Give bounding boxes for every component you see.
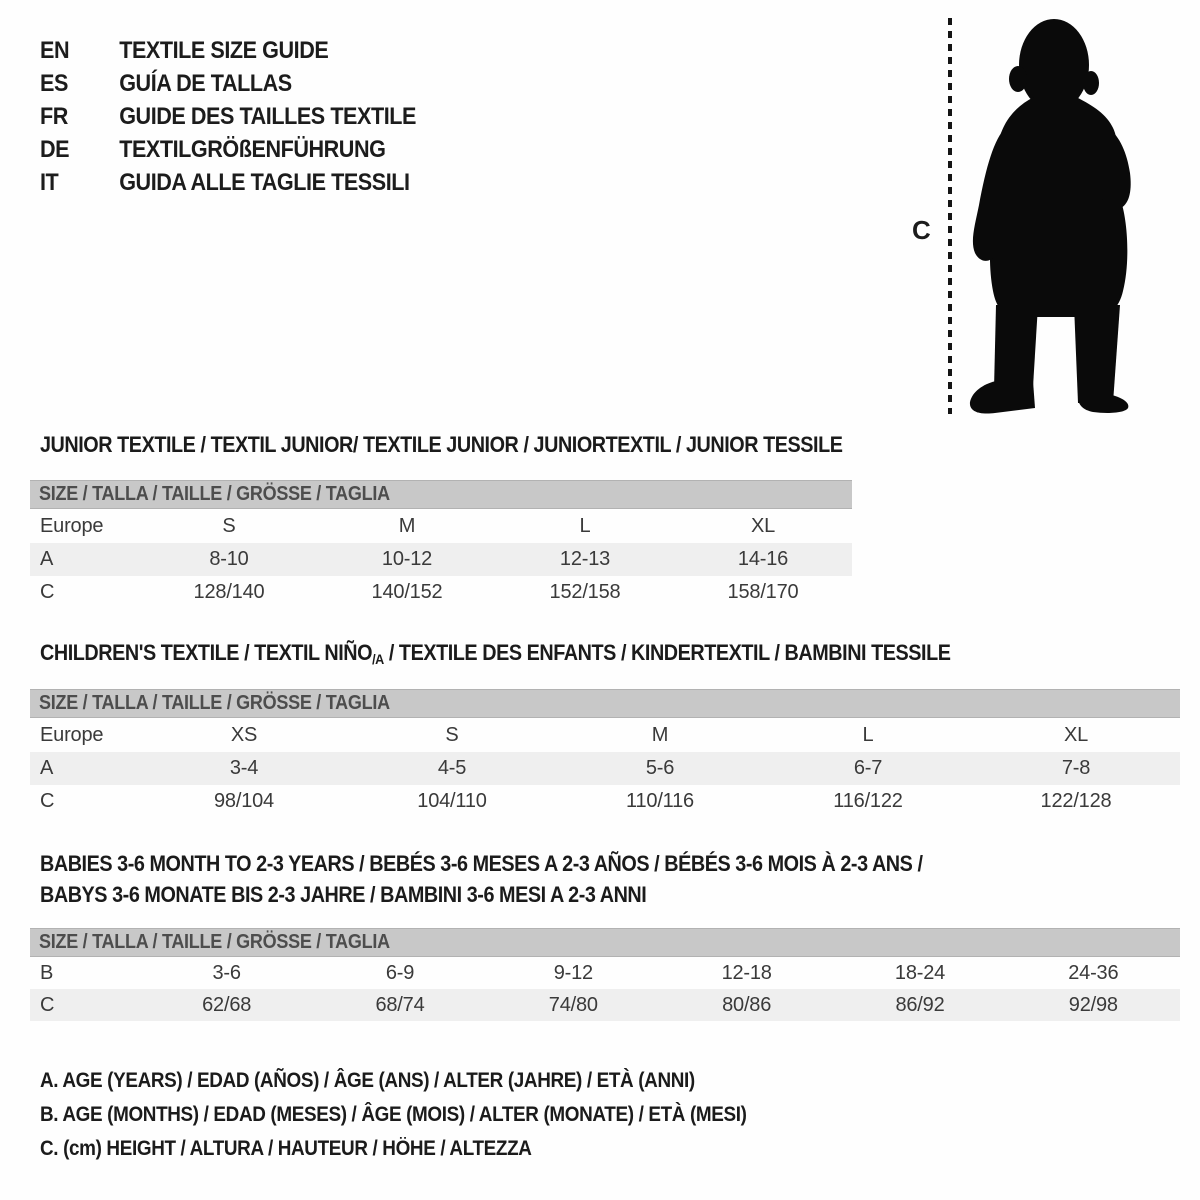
table-cell: 6-7 — [853, 757, 883, 779]
table-cell: 62/68 — [202, 993, 252, 1016]
size-bar-label: SIZE / TALLA / TAILLE / GRÖSSE / TAGLIA — [39, 931, 390, 953]
babies-heading-line2: BABYS 3-6 MONATE BIS 2-3 JAHRE / BAMBINI 3-6 MESI A 2-3 ANNI — [40, 882, 647, 907]
column-header: XL — [750, 514, 776, 537]
table-cell: 68/74 — [375, 993, 425, 1016]
footnote-a: A. AGE (YEARS) / EDAD (AÑOS) / ÂGE (ANS) / ALTER (JAHRE) / ETÀ (ANNI) — [40, 1069, 695, 1092]
table-cell: 140/152 — [371, 581, 443, 603]
language-title-list — [40, 34, 458, 199]
language-row-es — [40, 67, 416, 100]
table-cell: 86/92 — [895, 993, 945, 1016]
table-cell: 14-16 — [737, 548, 789, 570]
footnote-c: C. (cm) HEIGHT / ALTURA / HAUTEUR / HÖHE / ALTEZZA — [40, 1137, 532, 1160]
table-cell: 9-12 — [553, 961, 593, 984]
table-cell: 18-24 — [894, 961, 946, 984]
table-cell: 7-8 — [1061, 757, 1091, 779]
junior-section-heading: JUNIOR TEXTILE / TEXTIL JUNIOR/ TEXTILE JUNIOR / JUNIORTEXTIL / JUNIOR TESSILE — [40, 432, 843, 457]
guide-title-fr: GUIDE DES TAILLES TEXTILE — [119, 103, 416, 130]
table-cell: 3-6 — [212, 961, 241, 984]
size-bar-label: SIZE / TALLA / TAILLE / GRÖSSE / TAGLIA — [39, 483, 390, 505]
junior-size-table — [30, 480, 852, 609]
table-cell: 92/98 — [1068, 993, 1118, 1016]
children-heading-subscript: /A — [372, 651, 384, 667]
guide-title-en: TEXTILE SIZE GUIDE — [119, 37, 329, 64]
table-cell: 116/122 — [833, 790, 903, 812]
junior-header-row — [30, 509, 852, 543]
junior-size-bar — [30, 480, 852, 509]
guide-title-de: TEXTILGRÖßENFÜHRUNG — [119, 136, 386, 163]
children-row-a — [30, 752, 1180, 785]
row-label: A — [40, 757, 54, 779]
column-header: S — [222, 514, 236, 537]
row-label: C — [40, 581, 55, 603]
table-cell: 104/110 — [417, 790, 487, 812]
row-label: B — [40, 961, 54, 984]
language-code: IT — [40, 169, 59, 196]
column-header: M — [651, 723, 669, 746]
table-cell: 24-36 — [1068, 961, 1119, 984]
column-header: M — [398, 514, 416, 537]
babies-heading-line1: BABIES 3-6 MONTH TO 2-3 YEARS / BEBÉS 3-6 MESES A 2-3 AÑOS / BÉBÉS 3-6 MOIS À 2-3 ANS / — [40, 851, 923, 876]
babies-row-b — [30, 957, 1180, 989]
children-row-c — [30, 785, 1180, 818]
table-cell: 80/86 — [722, 993, 772, 1016]
language-row-de — [40, 133, 416, 166]
language-row-it — [40, 166, 416, 199]
language-code: FR — [40, 103, 68, 130]
column-header: XS — [230, 723, 258, 746]
height-measure-label: C — [912, 215, 931, 245]
guide-title-es: GUÍA DE TALLAS — [119, 70, 292, 97]
row-label: C — [40, 790, 55, 812]
footnote-legend — [40, 1064, 825, 1166]
table-cell: 158/170 — [727, 581, 799, 603]
region-label: Europe — [40, 514, 104, 537]
table-cell: 6-9 — [385, 961, 415, 984]
babies-size-table — [30, 928, 1180, 1021]
babies-size-bar — [30, 928, 1180, 957]
table-cell: 110/116 — [626, 790, 694, 812]
children-header-row — [30, 718, 1180, 752]
column-header: L — [862, 723, 874, 746]
children-size-bar — [30, 689, 1180, 718]
language-row-fr — [40, 100, 416, 133]
junior-row-c — [30, 576, 852, 609]
table-cell: 12-18 — [721, 961, 772, 984]
language-code: DE — [40, 136, 70, 163]
column-header: S — [445, 723, 459, 746]
children-section-heading — [40, 640, 951, 667]
toddler-silhouette-icon — [950, 14, 1150, 416]
table-cell: 4-5 — [437, 757, 467, 779]
children-size-table — [30, 689, 1180, 818]
language-code: EN — [40, 37, 70, 64]
children-heading-text: / TEXTILE DES ENFANTS / KINDERTEXTIL / BAMBINI TESSILE — [383, 640, 951, 665]
column-header: L — [579, 514, 591, 537]
table-cell: 98/104 — [214, 790, 274, 812]
table-cell: 128/140 — [193, 581, 265, 603]
table-cell: 5-6 — [645, 757, 675, 779]
language-row-en — [40, 34, 416, 67]
region-label: Europe — [40, 723, 104, 746]
column-header: XL — [1063, 723, 1089, 746]
babies-row-c — [30, 989, 1180, 1021]
children-heading-text: CHILDREN'S TEXTILE / TEXTIL NIÑO — [40, 640, 373, 665]
row-label: C — [40, 993, 55, 1016]
table-cell: 12-13 — [559, 548, 611, 570]
table-cell: 3-4 — [229, 757, 259, 779]
table-cell: 10-12 — [381, 548, 433, 570]
junior-row-a — [30, 543, 852, 576]
footnote-b: B. AGE (MONTHS) / EDAD (MESES) / ÂGE (MOIS) / ALTER (MONATE) / ETÀ (MESI) — [40, 1103, 747, 1126]
table-cell: 74/80 — [548, 993, 598, 1016]
language-code: ES — [40, 70, 68, 97]
row-label: A — [40, 548, 54, 570]
table-cell: 152/158 — [549, 581, 621, 603]
guide-title-it: GUIDA ALLE TAGLIE TESSILI — [119, 169, 410, 196]
table-cell: 122/128 — [1040, 790, 1112, 812]
size-bar-label: SIZE / TALLA / TAILLE / GRÖSSE / TAGLIA — [39, 692, 390, 714]
table-cell: 8-10 — [209, 548, 249, 570]
